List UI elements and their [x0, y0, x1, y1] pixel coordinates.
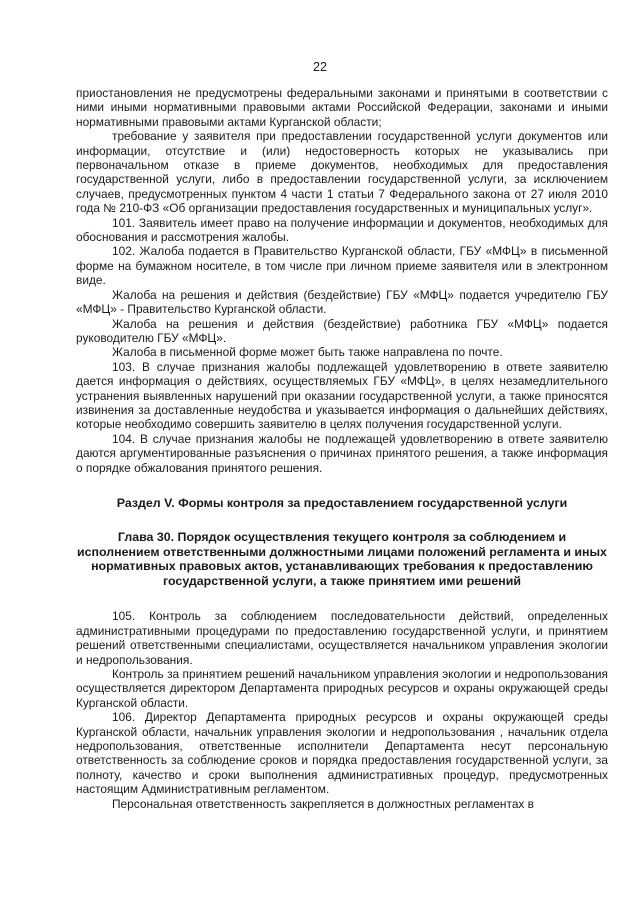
- paragraph: 106. Директор Департамента природных ресурсов и охраны окружающей среды Курганской области, начальник управления экологии и недропользования , начальник отдела недропользования, ответственные исполнители Департамента несут персональную ответственность за соблюдение сроков и порядка предоставления государственной услуги, за полноту, качество и сроки выполнения административных процедур, предусмотренных настоящим Административным регламентом.: [76, 710, 608, 797]
- paragraph: 103. В случае признания жалобы подлежащей удовлетворению в ответе заявителю дается информация о действиях, осуществляемых ГБУ «МФЦ», в целях незамедлительного устранения выявленных нарушений при оказании государственной услуги, а также приносятся извинения за доставленные неудобства и указывается информация о дальнейших действиях, которые необходимо совершить заявителю в целях получения государственной услуги.: [76, 359, 608, 432]
- chapter-title: Глава 30. Порядок осуществления текущего контроля за соблюдением и исполнением ответственными должностными лицами положений регламента и иных нормативных правовых актов, устанавливающих требования к предоставлению государственной услуги, а также принятием ими решений: [77, 529, 607, 588]
- document-body: [76, 86, 608, 811]
- paragraph: приостановления не предусмотрены федеральными законами и принятыми в соответствии с ними иными нормативными правовыми актами Российской Федерации, законами и иными нормативными правовыми актами Курганской области;: [76, 86, 608, 129]
- paragraphs-top: [76, 86, 608, 475]
- paragraph: 104. В случае признания жалобы не подлежащей удовлетворению в ответе заявителю даются аргументированные разъяснения о причинах принятого решения, а также информация о порядке обжалования принятого решения.: [76, 431, 608, 475]
- paragraph: Жалоба на решения и действия (бездействие) работника ГБУ «МФЦ» подается руководителю ГБУ «МФЦ».: [76, 316, 608, 345]
- paragraph: 102. Жалоба подается в Правительство Курганской области, ГБУ «МФЦ» в письменной форме на бумажном носителе, в том числе при личном приеме заявителя или в электронном виде.: [76, 244, 608, 288]
- paragraph: 105. Контроль за соблюдением последовательности действий, определенных административными процедурами по предоставлению государственной услуги, и принятием решений ответственными специалистами, осуществляется начальником управления экологии и недропользования.: [76, 609, 608, 667]
- page-number: 22: [313, 60, 327, 74]
- paragraph: Персональная ответственность закрепляется в должностных регламентах в: [112, 796, 534, 811]
- paragraph: 101. Заявитель имеет право на получение информации и документов, необходимых для обоснования и рассмотрения жалобы.: [76, 215, 608, 245]
- paragraph: Жалоба в письменной форме может быть также направлена по почте.: [112, 345, 503, 360]
- paragraphs-bottom: [76, 609, 608, 811]
- paragraph: Жалоба на решения и действия (бездействие) ГБУ «МФЦ» подается учредителю ГБУ «МФЦ» - Правительство Курганской области.: [76, 287, 608, 317]
- paragraph: Контроль за принятием решений начальником управления экологии и недропользования осуществляется директором Департамента природных ресурсов и охраны окружающей среды Курганской области.: [76, 666, 608, 710]
- section-title: Раздел V. Формы контроля за предоставлением государственной услуги: [116, 495, 568, 510]
- paragraph: требование у заявителя при предоставлении государственной услуги документов или информации, отсутствие и (или) недостоверность которых не указывались при первоначальном отказе в приеме документов, необходимых для предоставления государственной услуги, либо в предоставлении государственной услуги, за исключением случаев, предусмотренных пунктом 4 части 1 статьи 7 Федерального закона от 27 июля 2010 года № 210-ФЗ «Об организации предоставления государственных и муниципальных услуг».: [76, 129, 608, 216]
